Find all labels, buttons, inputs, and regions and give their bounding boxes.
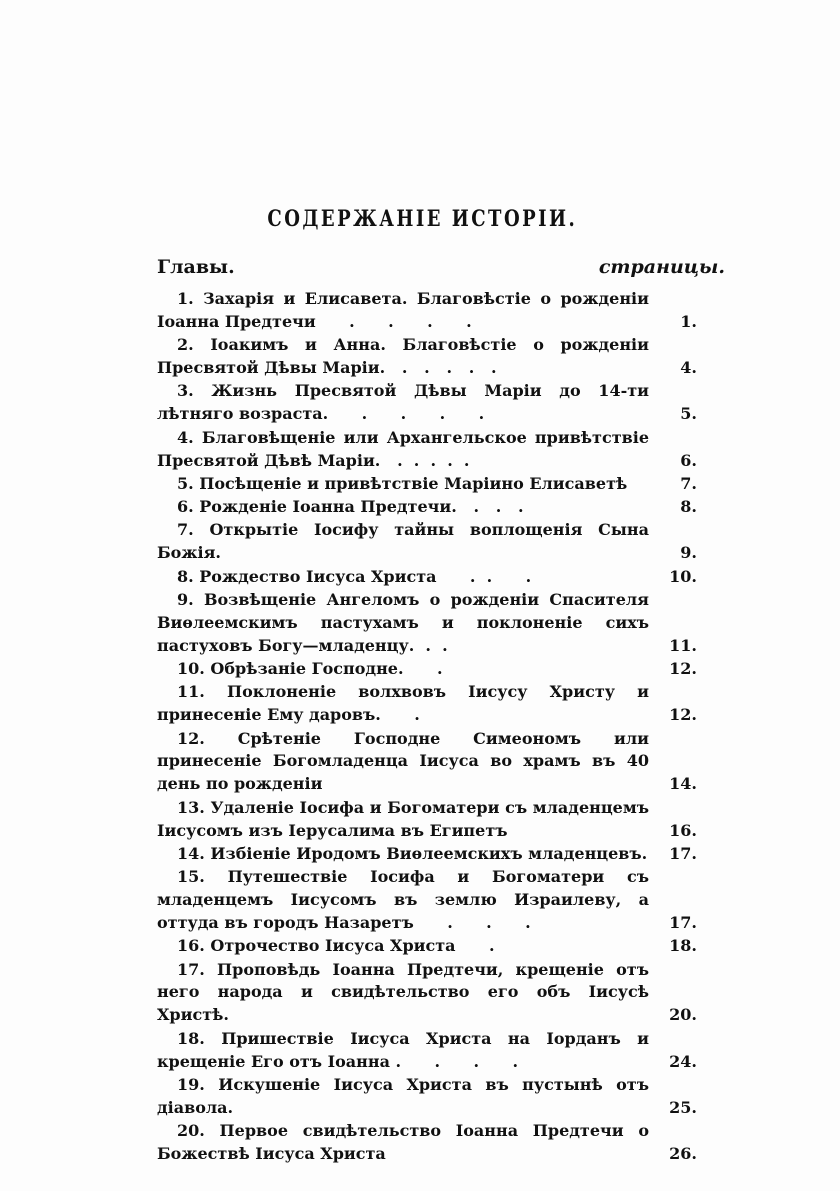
toc-entry-page: 14. [669,774,697,794]
table-of-contents [157,288,697,1166]
toc-entry-3 [157,380,697,426]
toc-entry-page: 16. [669,820,697,840]
toc-entry-7 [157,519,697,565]
toc-entry-page: 17. [669,912,697,932]
toc-entry-title: 12. Срѣтеніе Господне Симеономъ или принесеніе Богомладенца Іисуса во храмъ въ 40 день по рожденіи [157,728,655,794]
toc-entry-13 [157,797,697,843]
toc-entry-title: 14. Избіеніе Иродомъ Виѳлеемскихъ младенцевъ. [177,843,648,863]
toc-entry-title: 4. Благовѣщеніе или Архангельское привѣтствіе Пресвятой Дѣвѣ Маріи. . . . . . [157,427,655,470]
toc-entry-title: 1. Захарія и Елисавета. Благовѣстіе о рожденіи Іоанна Предтечи . . . . [157,289,655,331]
toc-entry-title: 9. Возвѣщеніе Ангеломъ о рожденіи Спасителя Виѳлеемскимъ пастухамъ и поклоненіе сихъ пастуховъ Богу—младенцу. . . [157,589,655,655]
toc-entry-page: 11. [669,635,697,655]
toc-entry-title: 16. Отрочество Іисуса Христа . [177,936,495,956]
toc-entry-14 [157,843,697,866]
toc-entry-title: 11. Поклоненіе волхвовъ Іисусу Христу и принесеніе Ему даровъ. . [157,682,655,725]
toc-entry-page: 4. [680,358,697,378]
toc-entry-title: 8. Рождество Іисуса Христа . . . [177,566,532,586]
toc-entry-20 [157,1120,697,1166]
toc-entry-page: 5. [680,404,697,424]
toc-entry-page: 8. [680,497,697,517]
toc-entry-8 [157,566,697,589]
toc-entry-12 [157,728,697,797]
toc-entry-19 [157,1074,697,1120]
toc-entry-page: 20. [669,1005,697,1025]
toc-entry-title: 10. Обрѣзаніе Господне. . [177,659,443,679]
toc-entry-page: 18. [669,936,697,956]
toc-entry-9 [157,589,697,658]
toc-entry-4 [157,427,697,473]
pages-label: страницы. [598,256,725,278]
toc-entry-title: 18. Пришествіе Іисуса Христа на Іорданъ и крещеніе Его отъ Іоанна . . . . [157,1028,655,1071]
toc-entry-page: 25. [669,1097,697,1117]
toc-entry-18 [157,1028,697,1074]
toc-entry-title: 7. Открытіе Іосифу тайны воплощенія Сына Божія. [157,520,655,563]
toc-entry-2 [157,334,697,380]
toc-entry-title: 5. Посѣщеніе и привѣтствіе Маріино Елисаветѣ [177,473,628,493]
toc-entry-title: 19. Искушеніе Іисуса Христа въ пустынѣ отъ діавола. [157,1074,655,1117]
toc-entry-title: 2. Іоакимъ и Анна. Благовѣстіе о рожденіи Пресвятой Дѣвы Маріи. . . . . . [157,335,655,378]
toc-entry-5 [157,473,697,496]
toc-entry-page: 7. [680,473,697,493]
toc-entry-page: 6. [680,450,697,470]
toc-entry-page: 26. [669,1143,697,1163]
toc-entry-title: 20. Первое свидѣтельство Іоанна Предтечи о Божествѣ Іисуса Христа [157,1121,655,1163]
toc-entry-title: 13. Удаленіе Іосифа и Богоматери съ младенцемъ Іисусомъ изъ Іерусалима въ Египетъ [157,797,655,840]
toc-entry-title: 17. Проповѣдь Іоанна Предтечи, крещеніе отъ него народа и свидѣтельство его объ Іисусѣ Христѣ. [157,959,655,1025]
toc-entry-11 [157,681,697,727]
toc-entry-page: 9. [680,543,697,563]
toc-entry-15 [157,866,697,935]
toc-entry-16 [157,935,697,958]
toc-entry-page: 17. [669,843,697,863]
toc-entry-page: 1. [680,311,697,331]
toc-entry-6 [157,496,697,519]
toc-entry-title: 3. Жизнь Пресвятой Дѣвы Маріи до 14-ти лѣтняго возраста. . . . . [157,381,655,424]
toc-entry-title: 6. Рожденіе Іоанна Предтечи. . . . [177,497,524,517]
toc-entry-page: 24. [669,1051,697,1071]
toc-entry-page: 10. [669,566,697,586]
toc-entry-page: 12. [669,659,697,679]
toc-entry-1 [157,288,697,334]
toc-entry-page: 12. [669,705,697,725]
toc-entry-title: 15. Путешествіе Іосифа и Богоматери съ младенцемъ Іисусомъ въ землю Израилеву, а оттуда въ городъ Назаретъ . . . [157,867,655,932]
page-title: СОДЕРЖАНІЕ ИСТОРІИ. [267,206,578,232]
toc-entry-17 [157,959,697,1028]
toc-entry-10 [157,658,697,681]
chapters-label: Главы. [157,256,235,278]
